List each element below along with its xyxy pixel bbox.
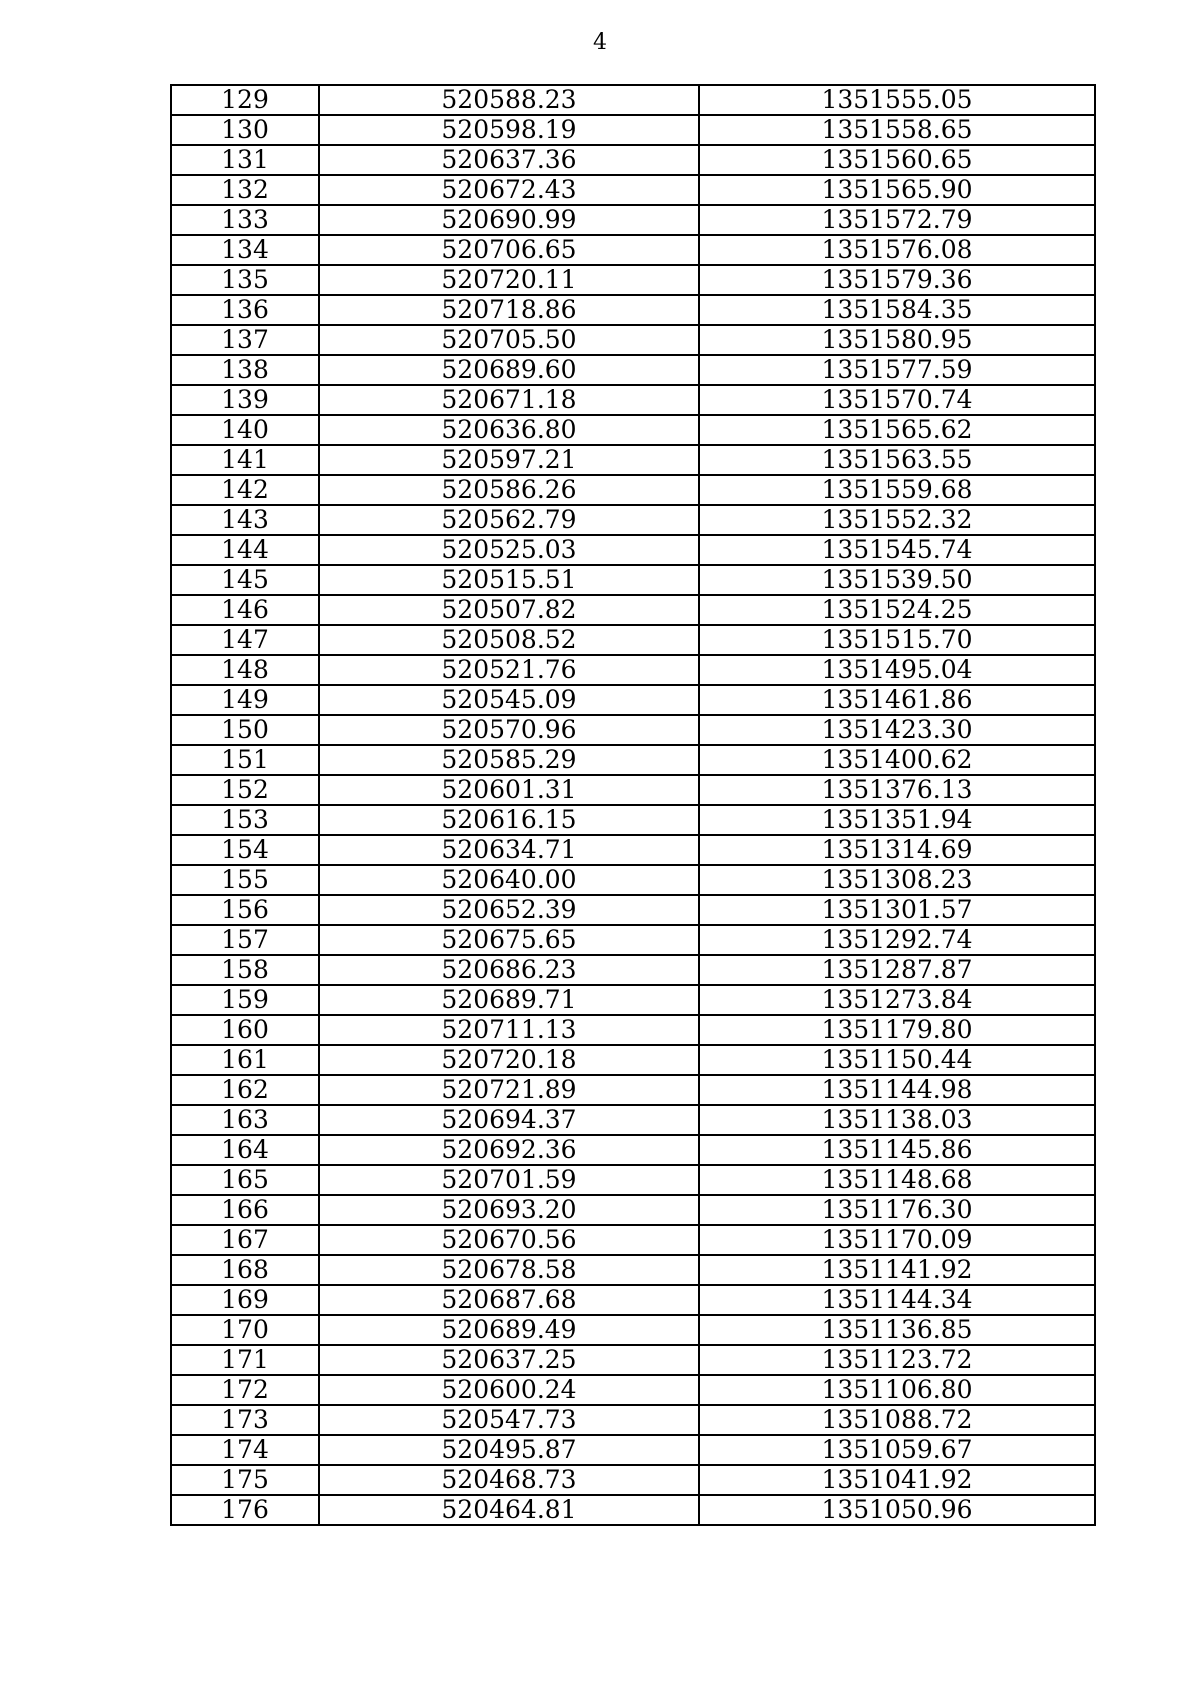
x-coordinate-cell: 520636.80 <box>319 415 699 445</box>
x-coordinate-cell: 520585.29 <box>319 745 699 775</box>
table-row <box>171 865 1095 895</box>
y-coordinate-cell: 1351301.57 <box>699 895 1095 925</box>
table-row <box>171 265 1095 295</box>
table-row <box>171 1015 1095 1045</box>
x-coordinate-cell: 520515.51 <box>319 565 699 595</box>
x-coordinate-cell: 520588.23 <box>319 85 699 115</box>
y-coordinate-cell: 1351144.34 <box>699 1285 1095 1315</box>
table-row <box>171 295 1095 325</box>
x-coordinate-cell: 520525.03 <box>319 535 699 565</box>
y-coordinate-cell: 1351400.62 <box>699 745 1095 775</box>
x-coordinate-cell: 520701.59 <box>319 1165 699 1195</box>
point-number-cell: 159 <box>171 985 319 1015</box>
x-coordinate-cell: 520464.81 <box>319 1495 699 1525</box>
coordinates-table <box>170 84 1096 1526</box>
x-coordinate-cell: 520720.11 <box>319 265 699 295</box>
x-coordinate-cell: 520690.99 <box>319 205 699 235</box>
y-coordinate-cell: 1351555.05 <box>699 85 1095 115</box>
point-number-cell: 134 <box>171 235 319 265</box>
table-row <box>171 1255 1095 1285</box>
y-coordinate-cell: 1351136.85 <box>699 1315 1095 1345</box>
table-row <box>171 895 1095 925</box>
x-coordinate-cell: 520468.73 <box>319 1465 699 1495</box>
y-coordinate-cell: 1351572.79 <box>699 205 1095 235</box>
y-coordinate-cell: 1351376.13 <box>699 775 1095 805</box>
point-number-cell: 170 <box>171 1315 319 1345</box>
y-coordinate-cell: 1351552.32 <box>699 505 1095 535</box>
y-coordinate-cell: 1351576.08 <box>699 235 1095 265</box>
table-row <box>171 505 1095 535</box>
table-row <box>171 355 1095 385</box>
point-number-cell: 132 <box>171 175 319 205</box>
point-number-cell: 176 <box>171 1495 319 1525</box>
y-coordinate-cell: 1351106.80 <box>699 1375 1095 1405</box>
point-number-cell: 141 <box>171 445 319 475</box>
point-number-cell: 149 <box>171 685 319 715</box>
point-number-cell: 130 <box>171 115 319 145</box>
point-number-cell: 139 <box>171 385 319 415</box>
x-coordinate-cell: 520706.65 <box>319 235 699 265</box>
x-coordinate-cell: 520718.86 <box>319 295 699 325</box>
x-coordinate-cell: 520711.13 <box>319 1015 699 1045</box>
x-coordinate-cell: 520634.71 <box>319 835 699 865</box>
y-coordinate-cell: 1351041.92 <box>699 1465 1095 1495</box>
table-row <box>171 655 1095 685</box>
point-number-cell: 156 <box>171 895 319 925</box>
table-row <box>171 115 1095 145</box>
x-coordinate-cell: 520721.89 <box>319 1075 699 1105</box>
table-row <box>171 1165 1095 1195</box>
y-coordinate-cell: 1351524.25 <box>699 595 1095 625</box>
y-coordinate-cell: 1351287.87 <box>699 955 1095 985</box>
table-row <box>171 1135 1095 1165</box>
point-number-cell: 142 <box>171 475 319 505</box>
page-number: 4 <box>593 30 607 55</box>
point-number-cell: 138 <box>171 355 319 385</box>
x-coordinate-cell: 520693.20 <box>319 1195 699 1225</box>
x-coordinate-cell: 520672.43 <box>319 175 699 205</box>
y-coordinate-cell: 1351273.84 <box>699 985 1095 1015</box>
x-coordinate-cell: 520705.50 <box>319 325 699 355</box>
table-row <box>171 145 1095 175</box>
y-coordinate-cell: 1351565.62 <box>699 415 1095 445</box>
table-row <box>171 1285 1095 1315</box>
y-coordinate-cell: 1351145.86 <box>699 1135 1095 1165</box>
point-number-cell: 165 <box>171 1165 319 1195</box>
table-row <box>171 1225 1095 1255</box>
point-number-cell: 167 <box>171 1225 319 1255</box>
table-row <box>171 805 1095 835</box>
x-coordinate-cell: 520670.56 <box>319 1225 699 1255</box>
coordinates-table-body <box>171 85 1095 1525</box>
y-coordinate-cell: 1351495.04 <box>699 655 1095 685</box>
table-row <box>171 1465 1095 1495</box>
y-coordinate-cell: 1351560.65 <box>699 145 1095 175</box>
table-row <box>171 205 1095 235</box>
x-coordinate-cell: 520598.19 <box>319 115 699 145</box>
x-coordinate-cell: 520597.21 <box>319 445 699 475</box>
x-coordinate-cell: 520507.82 <box>319 595 699 625</box>
point-number-cell: 157 <box>171 925 319 955</box>
table-row <box>171 1405 1095 1435</box>
point-number-cell: 164 <box>171 1135 319 1165</box>
x-coordinate-cell: 520601.31 <box>319 775 699 805</box>
y-coordinate-cell: 1351148.68 <box>699 1165 1095 1195</box>
table-row <box>171 445 1095 475</box>
x-coordinate-cell: 520600.24 <box>319 1375 699 1405</box>
table-row <box>171 745 1095 775</box>
x-coordinate-cell: 520547.73 <box>319 1405 699 1435</box>
table-row <box>171 415 1095 445</box>
x-coordinate-cell: 520692.36 <box>319 1135 699 1165</box>
point-number-cell: 161 <box>171 1045 319 1075</box>
point-number-cell: 143 <box>171 505 319 535</box>
point-number-cell: 131 <box>171 145 319 175</box>
table-row <box>171 1315 1095 1345</box>
x-coordinate-cell: 520686.23 <box>319 955 699 985</box>
y-coordinate-cell: 1351563.55 <box>699 445 1095 475</box>
table-row <box>171 325 1095 355</box>
table-row <box>171 925 1095 955</box>
point-number-cell: 150 <box>171 715 319 745</box>
point-number-cell: 166 <box>171 1195 319 1225</box>
y-coordinate-cell: 1351176.30 <box>699 1195 1095 1225</box>
x-coordinate-cell: 520637.25 <box>319 1345 699 1375</box>
y-coordinate-cell: 1351059.67 <box>699 1435 1095 1465</box>
table-row <box>171 685 1095 715</box>
y-coordinate-cell: 1351579.36 <box>699 265 1095 295</box>
x-coordinate-cell: 520689.60 <box>319 355 699 385</box>
point-number-cell: 160 <box>171 1015 319 1045</box>
point-number-cell: 163 <box>171 1105 319 1135</box>
point-number-cell: 153 <box>171 805 319 835</box>
table-row <box>171 1045 1095 1075</box>
point-number-cell: 133 <box>171 205 319 235</box>
point-number-cell: 129 <box>171 85 319 115</box>
point-number-cell: 155 <box>171 865 319 895</box>
point-number-cell: 137 <box>171 325 319 355</box>
x-coordinate-cell: 520678.58 <box>319 1255 699 1285</box>
x-coordinate-cell: 520652.39 <box>319 895 699 925</box>
point-number-cell: 144 <box>171 535 319 565</box>
y-coordinate-cell: 1351565.90 <box>699 175 1095 205</box>
point-number-cell: 171 <box>171 1345 319 1375</box>
x-coordinate-cell: 520495.87 <box>319 1435 699 1465</box>
x-coordinate-cell: 520687.68 <box>319 1285 699 1315</box>
point-number-cell: 169 <box>171 1285 319 1315</box>
y-coordinate-cell: 1351584.35 <box>699 295 1095 325</box>
x-coordinate-cell: 520508.52 <box>319 625 699 655</box>
table-row <box>171 535 1095 565</box>
point-number-cell: 168 <box>171 1255 319 1285</box>
y-coordinate-cell: 1351577.59 <box>699 355 1095 385</box>
y-coordinate-cell: 1351170.09 <box>699 1225 1095 1255</box>
table-row <box>171 595 1095 625</box>
y-coordinate-cell: 1351150.44 <box>699 1045 1095 1075</box>
table-row <box>171 475 1095 505</box>
table-row <box>171 1495 1095 1525</box>
x-coordinate-cell: 520521.76 <box>319 655 699 685</box>
table-row <box>171 775 1095 805</box>
x-coordinate-cell: 520570.96 <box>319 715 699 745</box>
table-row <box>171 1075 1095 1105</box>
y-coordinate-cell: 1351570.74 <box>699 385 1095 415</box>
y-coordinate-cell: 1351179.80 <box>699 1015 1095 1045</box>
point-number-cell: 148 <box>171 655 319 685</box>
table-row <box>171 1375 1095 1405</box>
point-number-cell: 158 <box>171 955 319 985</box>
table-row <box>171 175 1095 205</box>
y-coordinate-cell: 1351123.72 <box>699 1345 1095 1375</box>
x-coordinate-cell: 520694.37 <box>319 1105 699 1135</box>
point-number-cell: 173 <box>171 1405 319 1435</box>
point-number-cell: 151 <box>171 745 319 775</box>
table-row <box>171 1345 1095 1375</box>
x-coordinate-cell: 520637.36 <box>319 145 699 175</box>
y-coordinate-cell: 1351141.92 <box>699 1255 1095 1285</box>
y-coordinate-cell: 1351558.65 <box>699 115 1095 145</box>
y-coordinate-cell: 1351559.68 <box>699 475 1095 505</box>
y-coordinate-cell: 1351351.94 <box>699 805 1095 835</box>
y-coordinate-cell: 1351144.98 <box>699 1075 1095 1105</box>
point-number-cell: 136 <box>171 295 319 325</box>
y-coordinate-cell: 1351515.70 <box>699 625 1095 655</box>
x-coordinate-cell: 520689.49 <box>319 1315 699 1345</box>
table-row <box>171 85 1095 115</box>
table-row <box>171 955 1095 985</box>
x-coordinate-cell: 520720.18 <box>319 1045 699 1075</box>
y-coordinate-cell: 1351050.96 <box>699 1495 1095 1525</box>
y-coordinate-cell: 1351545.74 <box>699 535 1095 565</box>
x-coordinate-cell: 520545.09 <box>319 685 699 715</box>
y-coordinate-cell: 1351314.69 <box>699 835 1095 865</box>
point-number-cell: 154 <box>171 835 319 865</box>
point-number-cell: 172 <box>171 1375 319 1405</box>
table-row <box>171 385 1095 415</box>
point-number-cell: 146 <box>171 595 319 625</box>
point-number-cell: 135 <box>171 265 319 295</box>
x-coordinate-cell: 520562.79 <box>319 505 699 535</box>
y-coordinate-cell: 1351308.23 <box>699 865 1095 895</box>
table-row <box>171 835 1095 865</box>
table-row <box>171 1195 1095 1225</box>
point-number-cell: 145 <box>171 565 319 595</box>
y-coordinate-cell: 1351461.86 <box>699 685 1095 715</box>
point-number-cell: 162 <box>171 1075 319 1105</box>
x-coordinate-cell: 520675.65 <box>319 925 699 955</box>
table-row <box>171 715 1095 745</box>
x-coordinate-cell: 520689.71 <box>319 985 699 1015</box>
y-coordinate-cell: 1351088.72 <box>699 1405 1095 1435</box>
y-coordinate-cell: 1351138.03 <box>699 1105 1095 1135</box>
table-row <box>171 1435 1095 1465</box>
x-coordinate-cell: 520586.26 <box>319 475 699 505</box>
table-row <box>171 985 1095 1015</box>
table-row <box>171 625 1095 655</box>
point-number-cell: 147 <box>171 625 319 655</box>
point-number-cell: 140 <box>171 415 319 445</box>
y-coordinate-cell: 1351539.50 <box>699 565 1095 595</box>
x-coordinate-cell: 520616.15 <box>319 805 699 835</box>
table-row <box>171 565 1095 595</box>
x-coordinate-cell: 520671.18 <box>319 385 699 415</box>
point-number-cell: 175 <box>171 1465 319 1495</box>
table-row <box>171 235 1095 265</box>
table-row <box>171 1105 1095 1135</box>
y-coordinate-cell: 1351580.95 <box>699 325 1095 355</box>
point-number-cell: 174 <box>171 1435 319 1465</box>
y-coordinate-cell: 1351423.30 <box>699 715 1095 745</box>
point-number-cell: 152 <box>171 775 319 805</box>
x-coordinate-cell: 520640.00 <box>319 865 699 895</box>
y-coordinate-cell: 1351292.74 <box>699 925 1095 955</box>
